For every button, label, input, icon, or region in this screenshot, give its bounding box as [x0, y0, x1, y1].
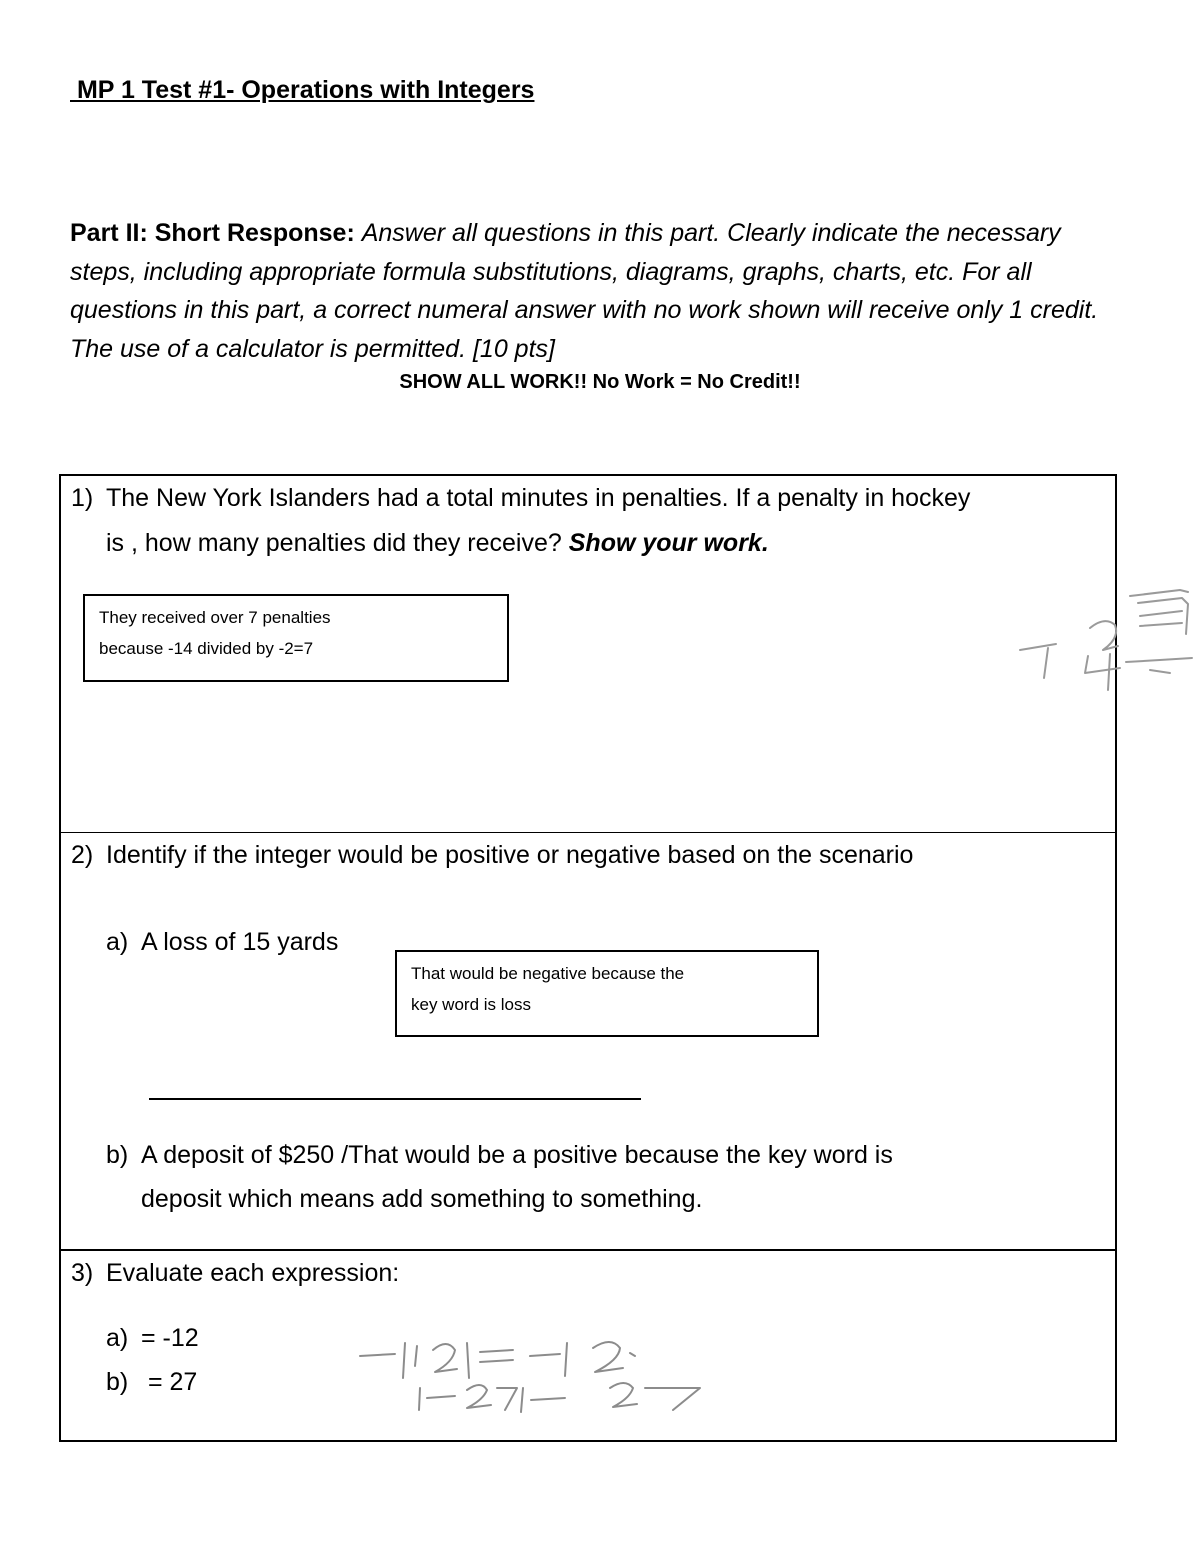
answer-blank-line [149, 1098, 641, 1100]
question-1-answer-box[interactable] [83, 594, 509, 682]
question-2a-label: a) [106, 928, 129, 956]
question-3-prompt: Evaluate each expression: [106, 1259, 400, 1287]
question-2b-text-cont: deposit which means add something to something. [141, 1185, 703, 1213]
show-all-work-notice: SHOW ALL WORK!! No Work = No Credit!! [399, 371, 801, 393]
question-3-line [71, 1251, 399, 1296]
question-2-cell [61, 833, 1115, 1251]
question-3b-label: b) [106, 1368, 129, 1396]
page-title: MP 1 Test #1- Operations with Integers [70, 76, 535, 104]
question-3b-text: = 27 [141, 1368, 198, 1396]
question-3-number: 3) [71, 1259, 94, 1287]
question-2a-answer-line1: That would be negative because the [411, 964, 685, 983]
question-2a-answer-box[interactable] [395, 950, 819, 1037]
question-3a-line [106, 1316, 199, 1361]
question-1-cell [61, 476, 1115, 833]
question-1-text-cont: is , how many penalties did they receive? [106, 529, 569, 557]
question-2b-label: b) [106, 1141, 129, 1169]
question-1-answer-line2: because -14 divided by -2=7 [99, 639, 314, 658]
question-3b-line [106, 1360, 197, 1405]
instructions-paragraph [70, 214, 1130, 368]
question-1-answer-line1: They received over 7 penalties [99, 608, 331, 627]
show-your-work-emphasis: Show your work. [568, 529, 769, 557]
question-1-number: 1) [71, 484, 94, 512]
question-1-text: The New York Islanders had a total minutes in penalties. If a penalty in hockey [106, 484, 971, 512]
question-2b-line1 [106, 1133, 893, 1178]
handwritten-q3-work [355, 1328, 715, 1418]
question-2-prompt: Identify if the integer would be positive or negative based on the scenario [106, 841, 914, 869]
question-2a-text: A loss of 15 yards [141, 928, 339, 956]
instructions-text: Answer all questions in this part. Clearly indicate the necessary steps, including appropriate formula substitutions, diagrams, graphs, charts, etc. For all questions in this part, a correct numeral answer with no work shown will receive only 1 credit. The use of a calculator is permitted. [10 pts] [70, 219, 1099, 363]
question-2b-text: A deposit of $250 /That would be a positive because the key word is [141, 1141, 893, 1169]
question-3a-label: a) [106, 1324, 129, 1352]
question-1-line2 [106, 521, 769, 566]
question-2-line [71, 833, 913, 878]
part-label: Part II: Short Response: [70, 219, 355, 247]
question-1-line1 [71, 476, 970, 521]
questions-table [59, 474, 1117, 1442]
question-2b-line2 [141, 1177, 702, 1222]
question-2a-answer-line2: key word is loss [411, 995, 531, 1014]
question-3a-text: = -12 [141, 1324, 199, 1352]
question-2-number: 2) [71, 841, 94, 869]
handwritten-margin-scribble [1010, 578, 1195, 693]
question-2a-line [106, 920, 338, 965]
